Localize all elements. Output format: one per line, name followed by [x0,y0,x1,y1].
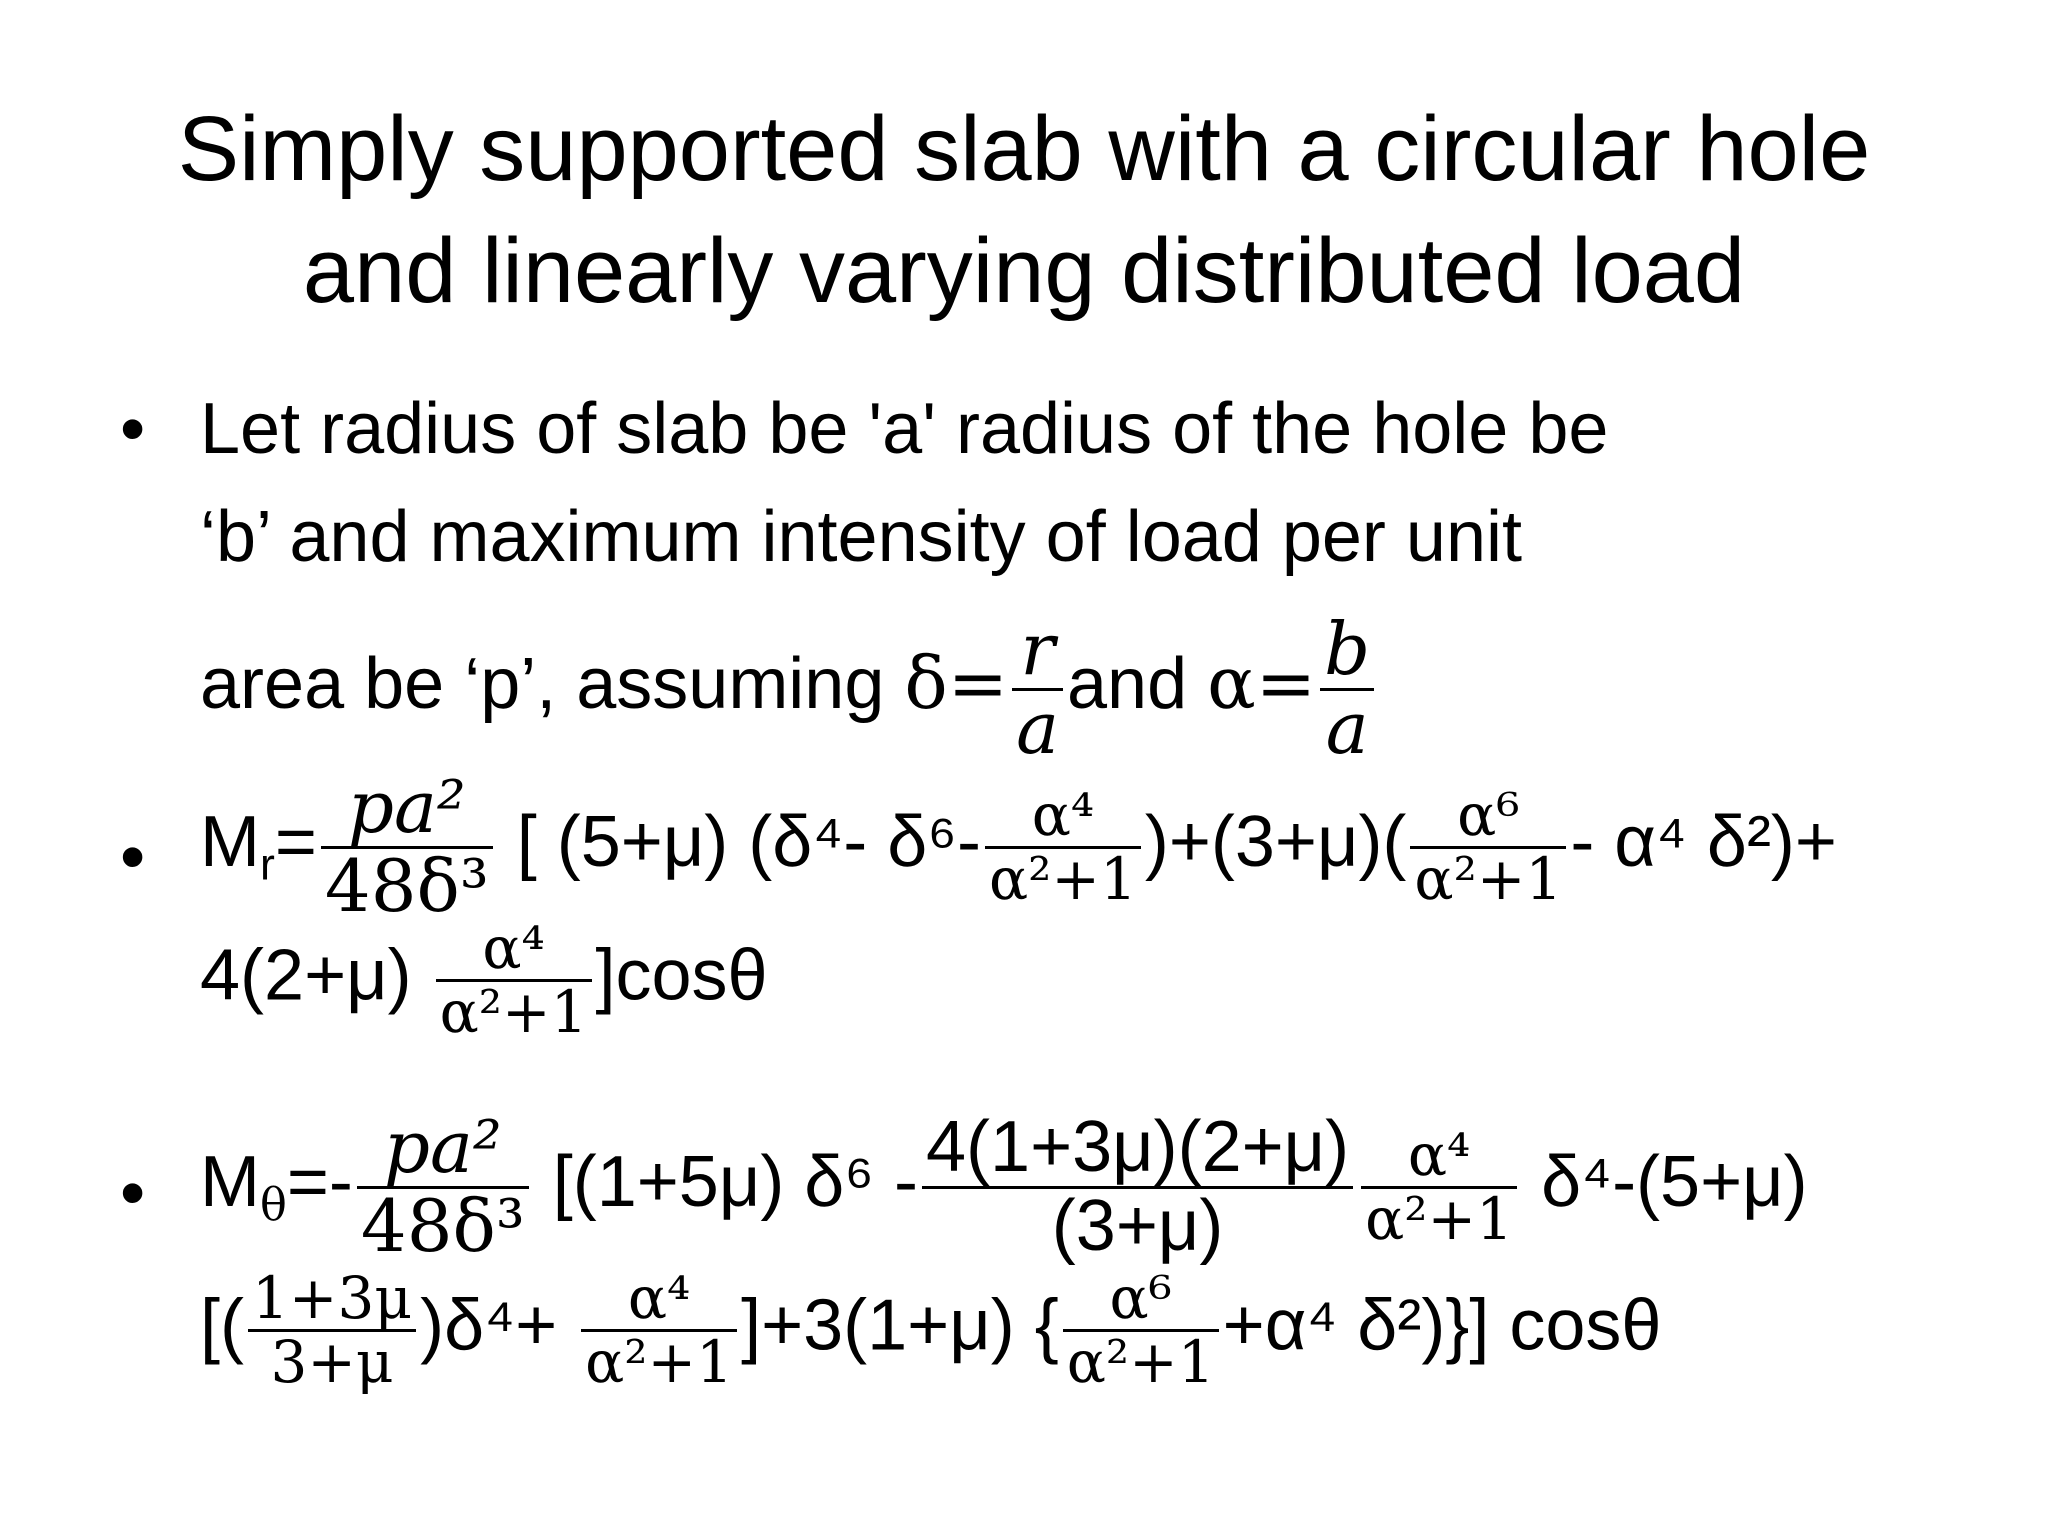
alpha-fraction [1410,780,1566,913]
fraction-numerator: 1+3μ [251,1264,413,1332]
fraction-denominator: 3+μ [270,1327,394,1396]
mr-equation-line-1 [200,765,1837,928]
title-line-1: Simply supported slab with a circular hole [177,98,1871,200]
fraction-numerator: α⁶ [1457,780,1520,849]
mr-term: [ (5+μ) (δ⁴- δ⁶- [496,802,981,883]
bullet-marker: • [120,389,146,469]
mr-symbol: M [200,802,260,883]
fraction-numerator: α⁶ [1109,1264,1172,1332]
fraction-numerator: α⁴ [482,914,545,982]
fraction-denominator: 48δ³ [360,1183,525,1268]
mu-fraction [922,1107,1353,1266]
alpha-fraction [1361,1120,1517,1253]
fraction-denominator: a [1016,685,1060,770]
mtheta-subscript: θ [259,1178,287,1231]
bullet-marker: • [120,817,146,897]
bullet-marker: • [120,1153,146,1233]
fraction-numerator: pa² [347,765,466,849]
coefficient-fraction [357,1105,529,1268]
bullet1-line-3 [200,607,1378,770]
fraction-numerator: α⁴ [627,1264,691,1332]
mtheta-term: [( [200,1285,244,1366]
mr-term: - α⁴ δ²)+ [1570,802,1837,883]
fraction-numerator: α⁴ [1031,780,1095,849]
mtheta-equation-line-2 [200,1264,1662,1396]
fraction-numerator: r [1020,607,1055,691]
mtheta-term: ]+3(1+μ) { [741,1285,1059,1366]
fraction-numerator: 4(1+3μ)(2+μ) [926,1107,1350,1187]
fraction-denominator: α²+1 [988,844,1137,913]
equals: = [274,802,317,883]
mr-term: ]cosθ [595,935,768,1016]
slide-title [0,88,2048,332]
mr-equation-line-2 [200,914,768,1046]
equals: =- [286,1142,353,1223]
fraction-denominator: α²+1 [585,1327,734,1396]
fraction-numerator: pa² [383,1105,502,1189]
mtheta-equation-line-1 [200,1105,1808,1268]
mu-fraction [248,1264,416,1396]
alpha-fraction [436,914,592,1046]
mtheta-term: [(1+5μ) δ⁶ - [532,1142,918,1223]
fraction-numerator: b [1324,607,1371,691]
title-line-2: and linearly varying distributed load [302,220,1746,322]
delta-definition: δ= [904,641,1009,726]
mtheta-symbol: M [200,1142,260,1223]
fraction-denominator: α²+1 [1414,844,1563,913]
fraction-denominator: (3+μ) [1051,1185,1224,1266]
alpha-fraction [581,1264,737,1396]
coefficient-fraction [321,765,493,928]
alpha-fraction [1063,1264,1219,1396]
fraction-denominator: α²+1 [1365,1184,1514,1253]
alpha-fraction [985,780,1141,913]
bullet1-text: area be ‘p’, assuming [200,644,905,725]
fraction-denominator: α²+1 [1066,1327,1215,1396]
mtheta-term: δ⁴-(5+μ) [1521,1142,1808,1223]
bullet1-line-2: ‘b’ and maximum intensity of load per unit [200,497,1522,577]
mtheta-term: +α⁴ δ²)}] cosθ [1222,1285,1662,1366]
mr-term: )+(3+μ)( [1144,802,1407,883]
fraction-denominator: a [1325,685,1369,770]
fraction-numerator: α⁴ [1407,1120,1471,1189]
delta-fraction [1012,607,1063,770]
and-text: and [1067,644,1208,725]
fraction-denominator: α²+1 [439,977,588,1046]
alpha-definition: α= [1207,641,1317,726]
bullet1-line-1: Let radius of slab be 'a' radius of the hole be [200,389,1609,469]
fraction-denominator: 48δ³ [324,843,489,928]
alpha-fraction [1320,607,1374,770]
mtheta-term: )δ⁴+ [420,1285,578,1366]
mr-term: 4(2+μ) [200,935,432,1016]
mr-subscript: r [259,840,275,890]
